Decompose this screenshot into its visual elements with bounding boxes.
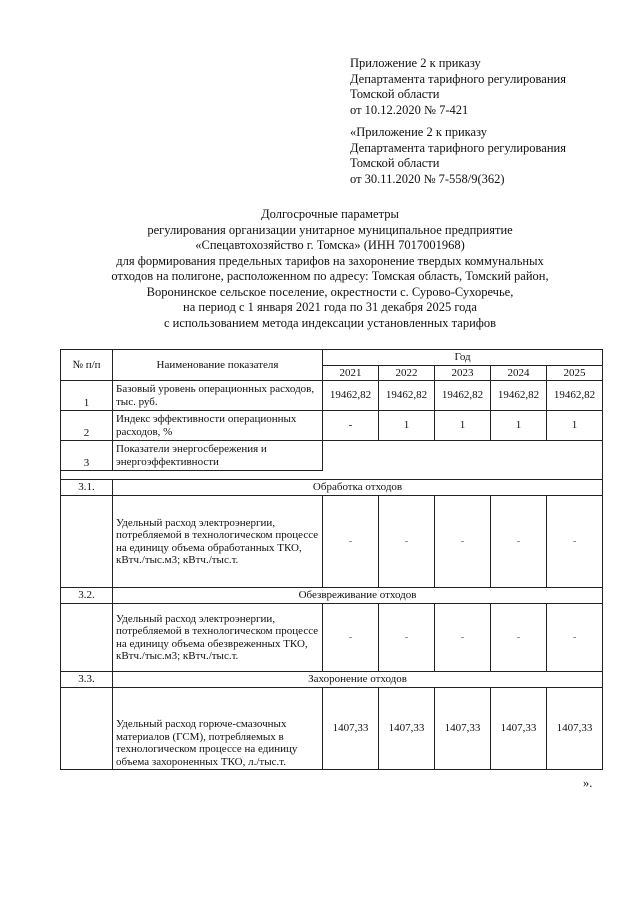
spacer-cell	[61, 471, 113, 480]
title-line2: регулирования организации унитарное муниципальное предприятие	[147, 222, 513, 237]
annex-current-line3: Томской области	[350, 87, 440, 101]
row-value: 19462,82	[491, 381, 547, 411]
row-name: Показатели энергосбережения и энергоэффективности	[113, 441, 323, 471]
row-value: -	[547, 604, 603, 672]
spacer-cell	[113, 471, 603, 480]
section-title: Захоронение отходов	[113, 672, 603, 688]
row-value: 1407,33	[379, 688, 435, 770]
row-value: -	[323, 496, 379, 588]
row-name: Индекс эффективности операционных расходов, %	[113, 411, 323, 441]
table-row	[61, 381, 603, 411]
row-num: 3	[61, 441, 113, 471]
closing-quote: ».	[583, 776, 593, 790]
row-value: -	[379, 604, 435, 672]
row-value: 1	[491, 411, 547, 441]
row-name: Удельный расход электроэнергии, потребляемой в технологическом процессе на единицу объема обезвреженных ТКО, кВтч./тыс.м3; кВтч./тыс.т.	[113, 604, 323, 672]
row-value: -	[323, 411, 379, 441]
table-row	[61, 604, 603, 672]
row-value: -	[547, 496, 603, 588]
section-title: Обезвреживание отходов	[113, 588, 603, 604]
header-name: Наименование показателя	[113, 350, 323, 381]
row-value: 19462,82	[323, 381, 379, 411]
header-year: 2021	[323, 365, 379, 381]
annex-previous-line4: от 30.11.2020 № 7-558/9(362)	[350, 171, 505, 186]
header-year: 2025	[547, 365, 603, 381]
annex-previous	[350, 125, 630, 187]
row-value: 1407,33	[435, 688, 491, 770]
section-row	[61, 480, 603, 496]
header-year: 2024	[491, 365, 547, 381]
row-value: -	[491, 604, 547, 672]
row-name: Базовый уровень операционных расходов, тыс. руб.	[113, 381, 323, 411]
title-line6: Воронинское сельское поселение, окрестности с. Сурово-Сухоречье,	[146, 284, 514, 299]
title-line3: «Спецавтохозяйство г. Томска» (ИНН 7017001968)	[195, 238, 465, 252]
row-value: -	[323, 604, 379, 672]
annex-previous-line2: Департамента тарифного регулирования	[350, 140, 566, 155]
row-value: -	[435, 496, 491, 588]
row-value: 1407,33	[491, 688, 547, 770]
parameters-table	[60, 349, 603, 770]
row-value: 1407,33	[547, 688, 603, 770]
row-num	[61, 604, 113, 672]
title-line4: для формирования предельных тарифов на захоронение твердых коммунальных	[116, 253, 544, 268]
row-name: Удельный расход электроэнергии, потребляемой в технологическом процессе на единицу объема обработанных ТКО, кВтч./тыс.м3; кВтч./тыс.т.	[113, 496, 323, 588]
row-value: 19462,82	[379, 381, 435, 411]
section-num: 3.2.	[61, 588, 113, 604]
table-row	[61, 688, 603, 770]
spacer-row	[61, 471, 603, 480]
row-value: -	[491, 496, 547, 588]
row-value: 1407,33	[323, 688, 379, 770]
row-value: 1	[379, 411, 435, 441]
row-value: -	[435, 604, 491, 672]
title-line1: Долгосрочные параметры	[261, 207, 399, 221]
header-year-group: Год	[323, 350, 603, 366]
annex-previous-line1: «Приложение 2 к приказу	[350, 125, 488, 139]
row-num	[61, 496, 113, 588]
row-value: -	[379, 496, 435, 588]
row-num: 1	[61, 381, 113, 411]
row-value: 1	[435, 411, 491, 441]
annex-current-line4: от 10.12.2020 № 7-421	[350, 102, 469, 117]
row-name: Удельный расход горюче-смазочных материалов (ГСМ), потребляемых в технологическом процессе на единицу объема захороненных ТКО, л./тыс.т.	[113, 688, 323, 770]
section-row	[61, 588, 603, 604]
table-header-row	[61, 350, 603, 366]
table-row	[61, 496, 603, 588]
section-row	[61, 672, 603, 688]
annex-current	[350, 56, 630, 118]
annex-current-line1: Приложение 2 к приказу	[350, 56, 481, 70]
table-row	[61, 441, 603, 471]
header-year: 2023	[435, 365, 491, 381]
row-value: 1	[547, 411, 603, 441]
header-year: 2022	[379, 365, 435, 381]
document-title	[60, 207, 600, 331]
row-num	[61, 688, 113, 770]
section-title: Обработка отходов	[113, 480, 603, 496]
annex-previous-line3: Томской области	[350, 156, 440, 170]
section-num: 3.1.	[61, 480, 113, 496]
row-value: 19462,82	[435, 381, 491, 411]
table-row	[61, 411, 603, 441]
annex-current-line2: Департамента тарифного регулирования	[350, 71, 566, 86]
row-empty	[323, 441, 603, 471]
row-num: 2	[61, 411, 113, 441]
section-num: 3.3.	[61, 672, 113, 688]
header-num: № п/п	[61, 350, 113, 381]
title-line5: отходов на полигоне, расположенном по адресу: Томская область, Томский район,	[111, 269, 549, 283]
title-line7: на период с 1 января 2021 года по 31 декабря 2025 года	[183, 300, 477, 314]
title-line8: с использованием метода индексации установленных тарифов	[163, 315, 497, 330]
row-value: 19462,82	[547, 381, 603, 411]
